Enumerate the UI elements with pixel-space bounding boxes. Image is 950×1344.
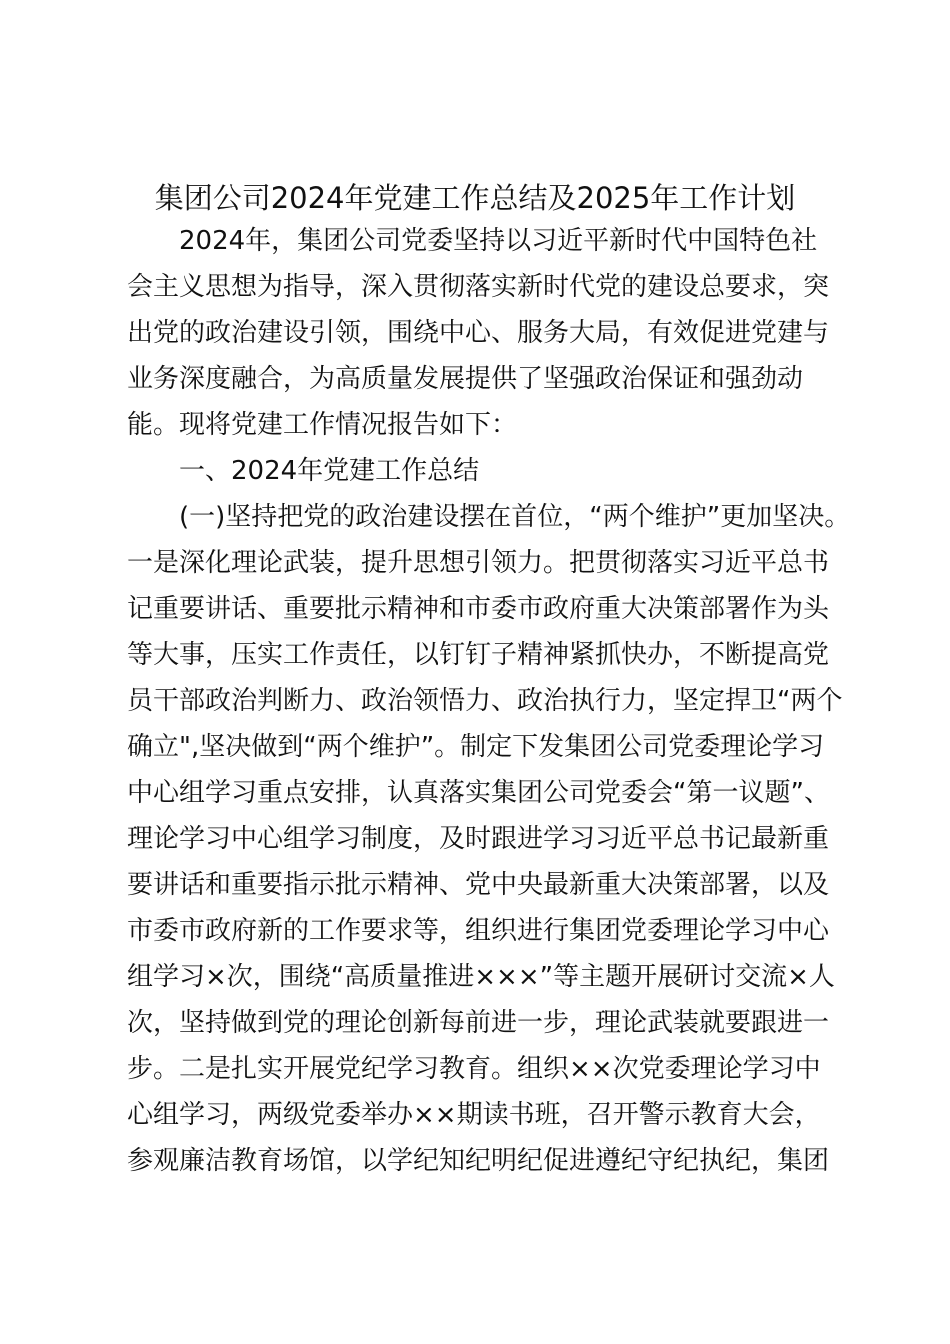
paragraph-line: 次，坚持做到党的理论创新每前进一步，理论武装就要跟进一 [127,1008,830,1038]
paragraph-line: 出党的政治建设引领，围绕中心、服务大局，有效促进党建与 [127,318,830,348]
paragraph-line: 中心组学习重点安排，认真落实集团公司党委会“第一议题”、 [127,778,830,808]
paragraph-line: 一是深化理论武装，提升思想引领力。把贯彻落实习近平总书 [127,548,830,578]
document-title: 集团公司2024年党建工作总结及2025年工作计划 [154,181,796,215]
paragraph-line: 组学习×次，围绕“高质量推进×××”等主题开展研讨交流×人 [127,962,835,992]
paragraph-line: 等大事，压实工作责任，以钉钉子精神紧抓快办，不断提高党 [127,640,830,670]
paragraph-line: 业务深度融合，为高质量发展提供了坚强政治保证和强劲动 [127,364,804,394]
paragraph-line: 心组学习，两级党委举办××期读书班，召开警示教育大会， [127,1100,821,1130]
paragraph-line: 步。二是扎实开展党纪学习教育。组织××次党委理论学习中 [127,1054,821,1084]
section-heading: 一、2024年党建工作总结 [179,456,480,486]
paragraph-line: 要讲话和重要指示批示精神、党中央最新重大决策部署，以及 [127,870,830,900]
document-body [127,218,851,1184]
paragraph-line: 能。现将党建工作情况报告如下： [127,410,518,440]
paragraph-line: 参观廉洁教育场馆，以学纪知纪明纪促进遵纪守纪执纪，集团 [127,1146,830,1176]
paragraph-line: 确立",坚决做到“两个维护”。制定下发集团公司党委理论学习 [127,732,825,762]
subsection-heading: (一)坚持把党的政治建设摆在首位，“两个维护”更加坚决。 [179,502,851,532]
paragraph-line: 会主义思想为指导，深入贯彻落实新时代党的建设总要求，突 [127,272,830,302]
paragraph-line: 2024年，集团公司党委坚持以习近平新时代中国特色社 [179,226,818,256]
paragraph-line: 理论学习中心组学习制度，及时跟进学习习近平总书记最新重 [127,824,830,854]
paragraph-line: 记重要讲话、重要批示精神和市委市政府重大决策部署作为头 [127,594,830,624]
paragraph-line: 员干部政治判断力、政治领悟力、政治执行力，坚定捍卫“两个 [127,686,843,716]
paragraph-line: 市委市政府新的工作要求等，组织进行集团党委理论学习中心 [127,916,830,946]
